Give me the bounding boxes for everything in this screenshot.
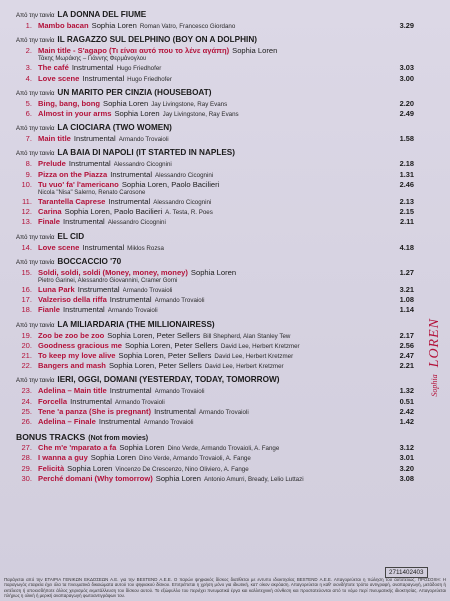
track-artist: Sophia Loren xyxy=(67,463,113,473)
track-title: Adelina – Finale xyxy=(38,417,96,427)
track-composers: Vincenzo De Crescenzo, Nino Oliviero, A. Fange xyxy=(115,465,249,473)
track-number: 5. xyxy=(25,98,32,108)
track-duration: 3.00 xyxy=(399,73,414,83)
track-number: 20. xyxy=(21,340,32,350)
track-number: 14. xyxy=(21,242,32,252)
track-artist: Instrumental xyxy=(109,295,152,305)
track-credits: Pietro Garinei, Alessandro Giovannini, Cramer Gorni xyxy=(38,278,178,285)
side-label xyxy=(426,318,444,397)
track-artist: Sophia Loren, Paolo Bacilieri xyxy=(64,207,163,217)
track-duration: 2.18 xyxy=(399,159,414,169)
section-prefix: Από την ταινία xyxy=(16,126,55,133)
track-row xyxy=(16,407,414,417)
track-title: Valzeriso della riffa xyxy=(38,295,107,305)
track-title: Bangers and mash xyxy=(38,361,106,371)
section-title: IERI, OGGI, DOMANI (YESTERDAY, TODAY, TOMORROW) xyxy=(57,375,280,385)
track-title: Felicità xyxy=(38,463,65,473)
track-title: Pizza on the Piazza xyxy=(38,169,108,179)
track-duration: 2.15 xyxy=(399,207,414,217)
track-artist: Instrumental xyxy=(109,386,152,396)
section-header xyxy=(16,433,414,443)
track-number: 27. xyxy=(21,443,32,453)
section-title: LA CIOCIARA (TWO WOMEN) xyxy=(57,123,172,133)
track-title: Soldi, soldi, soldi (Money, money, money) xyxy=(38,267,188,277)
track-number: 11. xyxy=(22,197,32,207)
track-number: 12. xyxy=(21,207,32,217)
track-composers: Armando Trovaioli xyxy=(114,398,165,406)
track-row xyxy=(16,464,414,474)
track-artist: Sophia Loren xyxy=(190,267,237,277)
track-title: Goodness gracious me xyxy=(38,340,122,350)
track-composers: Alessandro Cicognini xyxy=(153,199,212,207)
track-row xyxy=(16,63,414,73)
track-row xyxy=(16,295,414,305)
track-duration: 1.31 xyxy=(399,169,414,179)
track-duration: 2.46 xyxy=(399,179,414,189)
track-duration: 3.03 xyxy=(399,63,414,73)
track-composers: Bill Shepherd, Alan Stanley Tew xyxy=(203,332,291,340)
track-artist: Sophia Loren xyxy=(119,443,165,453)
track-row xyxy=(16,46,414,55)
track-artist: Instrumental xyxy=(110,169,153,179)
track-number: 25. xyxy=(21,406,32,416)
track-title: Love scene xyxy=(38,242,80,252)
track-composers: Dino Verde, Armando Trovaioli, A. Fange xyxy=(138,455,251,463)
track-composers: Armando Trovaioli xyxy=(154,297,205,305)
track-row xyxy=(16,361,414,371)
track-artist: Sophia Loren, Peter Sellers xyxy=(124,340,218,350)
track-number: 16. xyxy=(21,285,32,295)
track-number: 23. xyxy=(21,386,32,396)
track-duration: 3.21 xyxy=(399,285,414,295)
section-title: IL RAGAZZO SUL DELPHINO (BOY ON A DOLPHIN) xyxy=(57,35,257,45)
track-duration: 1.58 xyxy=(399,134,414,144)
track-composers: Jay Livingstone, Ray Evans xyxy=(162,111,239,119)
track-composers: Dino Verde, Armando Trovaioli, A. Fange xyxy=(167,445,280,453)
track-row xyxy=(16,217,414,227)
track-row xyxy=(16,21,414,31)
section-header xyxy=(16,375,414,386)
track-row xyxy=(16,331,414,341)
section-header xyxy=(16,148,414,159)
track-title: I wanna a guy xyxy=(38,453,88,463)
track-duration: 0.51 xyxy=(399,396,414,406)
track-composers: Armando Trovaioli xyxy=(107,307,158,315)
side-label-first: Sophia xyxy=(430,374,439,397)
section-prefix: Από την ταινία xyxy=(16,322,55,329)
track-artist: Instrumental xyxy=(77,285,120,295)
track-row xyxy=(16,268,414,277)
track-title: Forcella xyxy=(38,396,68,406)
track-row xyxy=(16,180,414,189)
track-row xyxy=(16,74,414,84)
track-row xyxy=(16,99,414,109)
track-composers: Hugo Friedhofer xyxy=(127,75,172,83)
track-title: Bing, bang, bong xyxy=(38,98,101,108)
track-duration: 2.13 xyxy=(399,197,414,207)
track-duration: 2.49 xyxy=(399,109,414,119)
track-row xyxy=(16,207,414,217)
track-number: 28. xyxy=(21,453,32,463)
track-title: The café xyxy=(38,63,69,73)
track-list xyxy=(16,6,414,484)
section-title: BOCCACCIO '70 xyxy=(57,256,122,266)
section-header xyxy=(16,10,414,21)
track-row xyxy=(16,386,414,396)
track-number: 13. xyxy=(21,217,32,227)
track-artist: Instrumental xyxy=(108,197,151,207)
track-duration: 1.14 xyxy=(399,305,414,315)
track-number: 6. xyxy=(25,109,32,119)
track-row xyxy=(16,134,414,144)
track-title: Tu vuo' fa' l'americano xyxy=(38,179,119,189)
track-row xyxy=(16,285,414,295)
section-prefix: Από την ταινία xyxy=(16,378,55,385)
track-title: Che m'e 'mparato a fa xyxy=(38,443,117,453)
track-duration: 1.27 xyxy=(399,267,414,277)
track-row xyxy=(16,159,414,169)
track-artist: Instrumental xyxy=(68,159,111,169)
track-number: 4. xyxy=(25,73,32,83)
track-number: 19. xyxy=(21,330,32,340)
track-artist: Sophia Loren, Peter Sellers xyxy=(118,351,212,361)
track-artist: Instrumental xyxy=(62,217,105,227)
track-number: 7. xyxy=(25,134,32,144)
track-title: Tarantella Caprese xyxy=(38,197,106,207)
catalog-number: 2711402403 xyxy=(385,567,428,578)
track-row xyxy=(16,351,414,361)
section-header xyxy=(16,88,414,99)
track-composers: Miklos Rozsa xyxy=(127,244,164,252)
track-duration: 3.08 xyxy=(399,473,414,483)
section-title: UN MARITO PER CINZIA (HOUSEBOAT) xyxy=(57,87,212,97)
track-title: Main title - S'agapo (Τι είναι αυτό που το λένε αγάπη) xyxy=(38,46,230,56)
track-row xyxy=(16,453,414,463)
track-duration: 2.11 xyxy=(400,217,414,227)
track-number: 9. xyxy=(25,169,32,179)
track-number: 22. xyxy=(21,361,32,371)
track-title: Fianle xyxy=(38,305,60,315)
track-row xyxy=(16,443,414,453)
track-row xyxy=(16,341,414,351)
section-title: EL CID xyxy=(57,231,85,241)
track-duration: 2.17 xyxy=(399,330,414,340)
track-number: 26. xyxy=(21,417,32,427)
side-label-last: LOREN xyxy=(427,318,442,368)
section-prefix: Από την ταινία xyxy=(16,90,55,97)
track-number: 30. xyxy=(21,473,32,483)
track-composers: Jay Livingstone, Ray Evans xyxy=(151,100,228,108)
track-artist: Instrumental xyxy=(70,396,112,406)
track-artist: Sophia Loren xyxy=(91,21,137,30)
track-duration: 2.56 xyxy=(399,340,414,350)
track-title: Mambo bacan xyxy=(38,21,89,30)
track-title: Main title xyxy=(38,134,71,144)
section-header xyxy=(16,123,414,134)
section-prefix: Από την ταινία xyxy=(16,234,55,241)
section-note: (Not from movies) xyxy=(88,435,149,443)
track-number: 1. xyxy=(25,21,32,30)
section-title: LA BAIA DI NAPOLI (IT STARTED IN NAPLES) xyxy=(57,148,235,158)
track-title: Tene 'a panza (She is pregnant) xyxy=(38,406,152,416)
track-number: 15. xyxy=(21,267,32,277)
track-title: Prelude xyxy=(38,159,66,169)
track-number: 21. xyxy=(21,351,32,361)
track-duration: 2.21 xyxy=(399,361,414,371)
track-title: Zoo be zoo be zoo xyxy=(38,330,105,340)
track-title: Carina xyxy=(38,207,62,217)
track-title: Finale xyxy=(38,217,60,227)
section-prefix: Από την ταινία xyxy=(16,151,55,158)
track-composers: Hugo Friedhofer xyxy=(116,65,162,73)
track-composers: David Lee, Herbert Kretzmer xyxy=(220,342,300,350)
track-duration: 3.20 xyxy=(399,463,414,473)
track-composers: A. Testa, R. Poes xyxy=(165,209,213,217)
section-prefix: Από την ταινία xyxy=(16,13,55,19)
track-artist: Instrumental xyxy=(62,305,105,315)
track-number: 17. xyxy=(21,295,32,305)
track-number: 8. xyxy=(25,159,32,169)
track-artist: Instrumental xyxy=(82,242,125,252)
track-row xyxy=(16,474,414,484)
track-artist: Instrumental xyxy=(154,406,196,416)
track-artist: Sophia Loren xyxy=(114,109,160,119)
track-number: 29. xyxy=(21,463,32,473)
section-header xyxy=(16,35,414,46)
legal-notice: Παράγεται από την ΕΤΑΙΡΙΑ ΓΕΝΙΚΩΝ ΕΚΔΟΣΕΩΝ Α.Ε. για την BESTEND Α.Ε.Ε. Ο παρών ψηφιακός δίσκος διατίθεται με εντυπο ιδιοκτησίας BESTEND Α.Ε.Ε. Απαγορεύεται η πώληση του αυτοτελώς. ΠΡΟΣΟΧΗ: Η παραγωγός εταιρεία έχει όλα τα πνευματικά δικαιώματα αυτού του ψηφιακού δίσκου. Επιτρέπεται η χρήση μόνο για ιδιωτική, κατ' οίκον ακρόαση. Απαγορεύεται η καθ' οιονδήποτε τρόπο αντιγραφή, αναπαραγωγή, μετάδοση ή εκτέλεση ή οποιοσδήποτε άλλος χειρισμός εκμετάλλευση του δίσκου αυτού. Το εξώφυλλο του περιέχει πνευματικά έργα και καλλιτεχνική σύνθεση και προστατεύονται από το νόμο περί πνευματικής ιδιοκτησίας. Απαγορεύεται πλήρως η ολική ή μερική αναπαραγωγή φωτοαντιγράφων του. xyxy=(4,577,446,599)
track-composers: Armando Trovaioli xyxy=(154,388,205,396)
track-row xyxy=(16,197,414,207)
track-duration: 3.01 xyxy=(399,453,414,463)
section-header xyxy=(16,232,414,243)
track-duration: 2.47 xyxy=(399,351,414,361)
track-composers: Armando Trovaioli xyxy=(118,136,169,144)
track-duration: 1.08 xyxy=(399,295,414,305)
track-artist: Sophia Loren, Paolo Bacilieri xyxy=(121,179,220,189)
track-composers: Antonio Amurri, Bready, Lelio Luttazi xyxy=(203,475,304,483)
track-artist: Sophia Loren, Peter Sellers xyxy=(107,330,201,340)
track-artist: Sophia Loren xyxy=(90,453,136,463)
track-composers: Alessandro Cicognini xyxy=(113,161,172,169)
track-row xyxy=(16,397,414,407)
track-artist: Instrumental xyxy=(82,73,125,83)
track-row xyxy=(16,417,414,427)
track-duration: 3.12 xyxy=(399,443,414,453)
track-artist: Instrumental xyxy=(71,63,114,73)
section-title: BONUS TRACKS xyxy=(16,433,86,443)
track-composers: Alessandro Cicognini xyxy=(107,219,166,227)
track-number: 3. xyxy=(25,63,32,73)
track-artist: Instrumental xyxy=(73,134,116,144)
track-credits: Τάκης Μωράκης – Γιάννης Φερμάνογλου xyxy=(38,56,147,63)
track-composers: Alessandro Cicognini xyxy=(155,171,214,179)
track-title: To keep my love alive xyxy=(38,351,116,361)
section-title: LA MILIARDARIA (THE MILLIONAIRESS) xyxy=(57,319,215,329)
track-title: Adelina – Main title xyxy=(38,386,107,396)
track-duration: 4.18 xyxy=(399,242,414,252)
track-number: 10. xyxy=(21,179,32,189)
track-title: Luna Park xyxy=(38,285,75,295)
track-composers: Armando Trovaioli xyxy=(122,287,173,295)
track-title: Perché domani (Why tomorrow) xyxy=(38,473,153,483)
track-composers: Roman Vatro, Francesco Giordano xyxy=(139,23,236,30)
track-row xyxy=(16,243,414,253)
track-number: 24. xyxy=(21,396,32,406)
track-artist: Instrumental xyxy=(98,417,141,427)
track-row xyxy=(16,305,414,315)
track-number: 2. xyxy=(25,46,32,56)
track-duration: 1.42 xyxy=(399,417,414,427)
track-credits: Nicola "Nisa" Salerno, Renato Carosone xyxy=(38,190,146,197)
track-artist: Sophia Loren xyxy=(155,473,201,483)
section-prefix: Από την ταινία xyxy=(16,38,55,45)
section-header xyxy=(16,257,414,268)
track-row xyxy=(16,109,414,119)
track-row xyxy=(16,170,414,180)
track-duration: 3.29 xyxy=(399,21,414,30)
track-title: Love scene xyxy=(38,73,80,83)
track-composers: David Lee, Herbert Kretzmer xyxy=(204,363,284,371)
track-number: 18. xyxy=(21,305,32,315)
track-composers: Armando Trovaioli xyxy=(143,419,194,427)
track-artist: Sophia Loren xyxy=(232,46,278,56)
track-title: Almost in your arms xyxy=(38,109,112,119)
track-duration: 1.32 xyxy=(399,386,414,396)
track-duration: 2.20 xyxy=(399,98,414,108)
section-title: LA DONNA DEL FIUME xyxy=(57,10,147,19)
track-artist: Sophia Loren, Peter Sellers xyxy=(108,361,202,371)
section-prefix: Από την ταινία xyxy=(16,259,55,266)
track-duration: 2.42 xyxy=(399,406,414,416)
track-composers: David Lee, Herbert Kretzmer xyxy=(214,353,294,361)
track-composers: Armando Trovaioli xyxy=(198,408,249,416)
section-header xyxy=(16,320,414,331)
track-artist: Sophia Loren xyxy=(103,98,149,108)
